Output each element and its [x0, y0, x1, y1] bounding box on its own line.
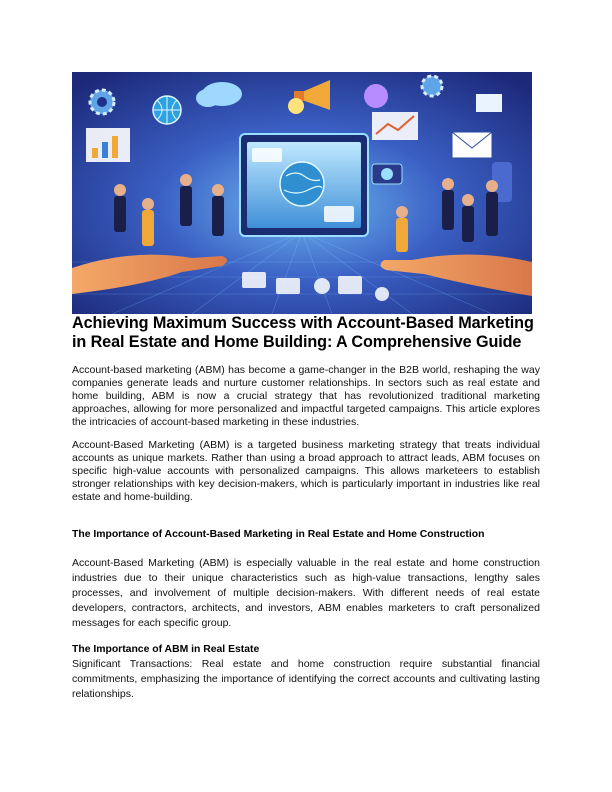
intro-paragraph: Account-based marketing (ABM) has become a game-changer in the B2B world, reshaping the way companies generate leads and nurture customer relationships. In sectors such as real estate and home building, ABM is now a crucial strategy that has revolutionized traditional marketing approaches, allowing for more personalized and impactful targeted campaigns. This article explores the intricacies of account-based marketing in these industries.	[72, 364, 540, 429]
section-heading-abm-real-estate: The Importance of ABM in Real Estate	[72, 644, 260, 655]
hero-illustration	[72, 72, 532, 314]
globe-icon	[153, 96, 181, 124]
definition-paragraph: Account-Based Marketing (ABM) is a targeted business marketing strategy that treats individual accounts as unique markets. Rather than using a broad approach to attract leads, ABM focuses on specific high-value accounts with personalized campaigns. This allows marketeers to establish stronger relationships with key decision-makers, which is particularly important in industries like real estate and home-building.	[72, 439, 540, 504]
importance-paragraph: Account-Based Marketing (ABM) is especially valuable in the real estate and home construction industries due to their unique characteristics such as high-value transactions, lengthy sales processes, and involvement of multiple decision-makers. With different needs of real estate developers, contractors, architects, and investors, ABM enables marketers to craft personalized messages for each specific group.	[72, 557, 540, 629]
screen-icon	[240, 134, 368, 236]
transactions-paragraph: Significant Transactions: Real estate and home construction require substantial financial commitments, emphasizing the importance of identifying the correct accounts and cultivating lasting relationships.	[72, 658, 540, 700]
document-title: Achieving Maximum Success with Account-Based Marketing in Real Estate and Home Building: A Comprehensive Guide	[72, 314, 534, 351]
section-heading-importance: The Importance of Account-Based Marketing in Real Estate and Home Construction	[72, 529, 485, 540]
